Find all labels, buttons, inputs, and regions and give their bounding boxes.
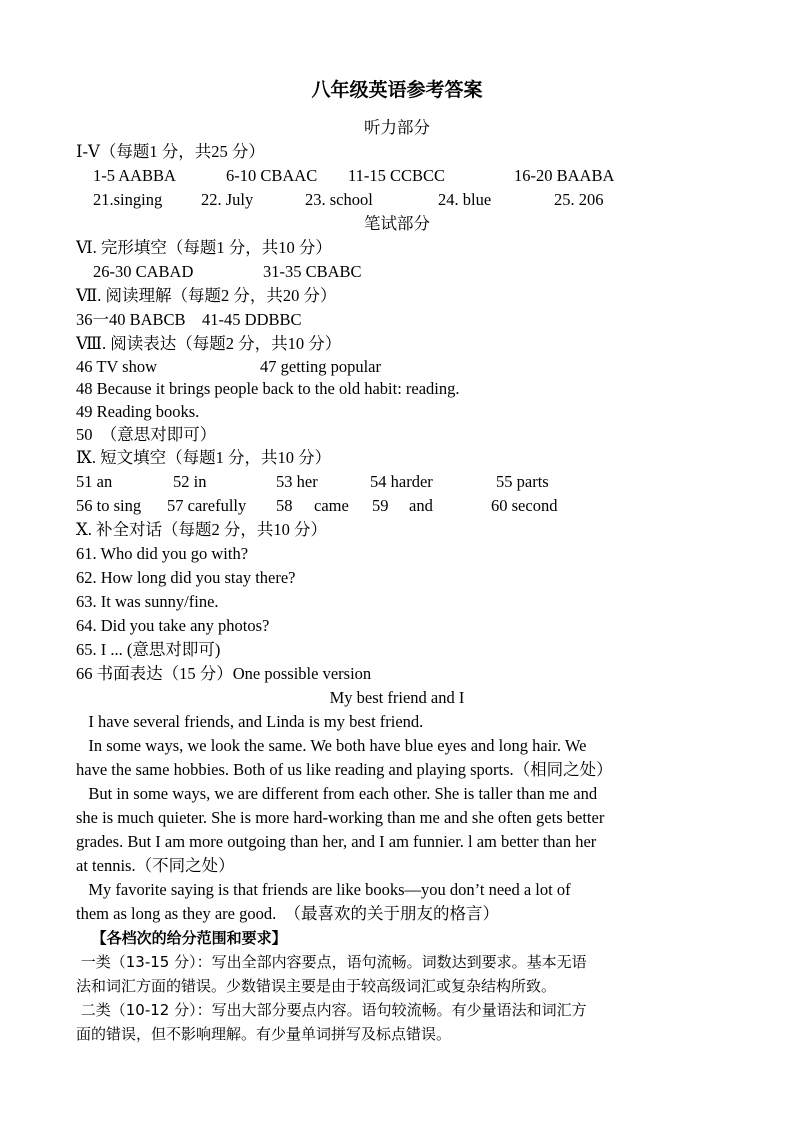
answer-60: 60 second: [491, 496, 558, 515]
essay-line: she is much quieter. She is more hard-working than me and she often gets better: [76, 808, 605, 827]
section-66-label: 66 书面表达（15 分）One possible version: [76, 664, 372, 683]
answer-63: 63. It was sunny/fine.: [76, 592, 219, 611]
essay-line: My favorite saying is that friends are like books—you don’t need a lot of: [76, 880, 571, 899]
answer-51: 51 an: [76, 472, 113, 491]
answer-55: 55 parts: [496, 472, 549, 491]
essay-line: But in some ways, we are different from each other. She is taller than me and: [76, 784, 598, 803]
answer-22: 22. July: [201, 190, 254, 209]
answer-58: came: [314, 496, 349, 515]
essay-line: at tennis.（不同之处）: [76, 856, 235, 875]
essay-line: have the same hobbies. Both of us like reading and playing sports.（相同之处）: [76, 760, 613, 779]
essay-title: My best friend and I: [329, 688, 465, 707]
answer-16-20: 16-20 BAABA: [514, 166, 615, 185]
answer-26-30: 26-30 CABAD: [93, 262, 194, 281]
criteria-line: 一类（13-15 分）：写出全部内容要点，语句流畅。词数达到要求。基本无语: [76, 953, 587, 971]
essay-line: grades. But I am more outgoing than her, and I am funnier. l am better than her: [76, 832, 597, 851]
answer-21: 21.singing: [93, 190, 163, 209]
answer-46: 46 TV show: [76, 357, 157, 376]
criteria-line: 面的错误，但不影响理解。有少量单词拼写及标点错误。: [76, 1025, 452, 1043]
answer-47: 47 getting popular: [260, 357, 381, 376]
answer-36-45: 36一40 BABCB 41-45 DDBBC: [76, 310, 302, 329]
answer-6-10: 6-10 CBAAC: [226, 166, 318, 185]
listening-section-label: Ⅰ-Ⅴ（每题1 分，共25 分）: [76, 142, 265, 161]
criteria-heading: 【各档次的给分范围和要求】: [76, 929, 287, 947]
answer-65: 65. I ... (意思对即可): [76, 640, 221, 659]
answer-56: 56 to sing: [76, 496, 142, 515]
answer-23: 23. school: [305, 190, 373, 209]
answer-57: 57 carefully: [167, 496, 247, 515]
answer-58-number: 58: [276, 496, 293, 515]
answer-62: 62. How long did you stay there?: [76, 568, 296, 587]
answer-64: 64. Did you take any photos?: [76, 616, 270, 635]
essay-line: them as long as they are good. （最喜欢的关于朋友的格言）: [76, 904, 499, 923]
criteria-line: 二类（10-12 分）：写出大部分要点内容。语句较流畅。有少量语法和词汇方: [76, 1001, 587, 1019]
answer-54: 54 harder: [370, 472, 433, 491]
answer-52: 52 in: [173, 472, 207, 491]
answer-24: 24. blue: [438, 190, 492, 209]
answer-49: 49 Reading books.: [76, 402, 200, 421]
essay-line: In some ways, we look the same. We both have blue eyes and long hair. We: [76, 736, 587, 755]
answer-48: 48 Because it brings people back to the old habit: reading.: [76, 379, 460, 398]
answer-59: and: [409, 496, 433, 515]
answer-31-35: 31-35 CBABC: [263, 262, 362, 281]
answer-50: 50 （意思对即可）: [76, 425, 217, 444]
answer-61: 61. Who did you go with?: [76, 544, 249, 563]
listening-heading: 听力部分: [364, 118, 430, 137]
answer-53: 53 her: [276, 472, 318, 491]
section-10-label: Ⅹ. 补全对话（每题2 分，共10 分）: [76, 520, 327, 539]
answer-1-5: 1-5 AABBA: [93, 166, 176, 185]
answer-25: 25. 206: [554, 190, 604, 209]
section-7-label: Ⅶ. 阅读理解（每题2 分，共20 分）: [76, 286, 337, 305]
answer-11-15: 11-15 CCBCC: [348, 166, 446, 185]
answer-59-number: 59: [372, 496, 389, 515]
section-9-label: Ⅸ. 短文填空（每题1 分，共10 分）: [76, 448, 332, 467]
section-8-label: Ⅷ. 阅读表达（每题2 分，共10 分）: [76, 334, 342, 353]
criteria-line: 法和词汇方面的错误。少数错误主要是由于较高级词汇或复杂结构所致。: [76, 977, 557, 995]
section-6-label: Ⅵ. 完形填空（每题1 分，共10 分）: [76, 238, 332, 257]
essay-line: I have several friends, and Linda is my best friend.: [76, 712, 424, 731]
writing-heading: 笔试部分: [364, 214, 430, 233]
page-title: 八年级英语参考答案: [311, 79, 483, 101]
